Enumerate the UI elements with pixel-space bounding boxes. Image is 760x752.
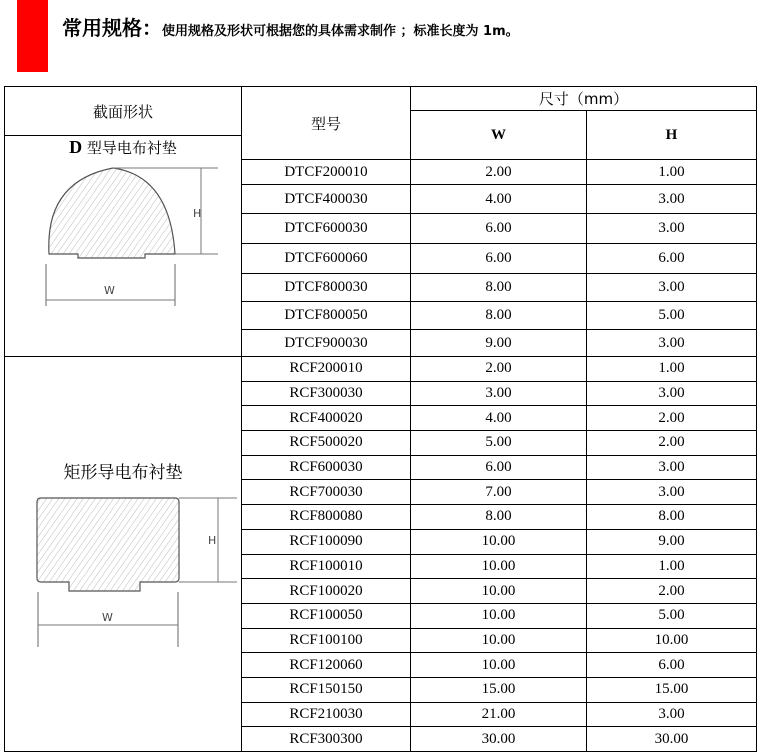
cell-w: 10.00 [411,628,587,653]
d-shape-icon [5,136,242,306]
cell-w: 3.00 [411,381,587,406]
page-heading [62,12,519,41]
cell-w: 10.00 [411,554,587,579]
heading-subtitle: 使用规格及形状可根据您的具体需求制作 ；标准长度为 1m。 [162,24,519,39]
cell-model: RCF120060 [242,653,411,678]
cell-h: 9.00 [587,529,757,554]
cell-model: DTCF600060 [242,244,411,274]
cell-model: RCF500020 [242,431,411,456]
cell-model: RCF800080 [242,505,411,530]
cell-w: 21.00 [411,702,587,727]
cell-h: 3.00 [587,274,757,302]
cell-model: RCF700030 [242,480,411,505]
col-header-model: 型号 [242,87,411,160]
cell-w: 10.00 [411,603,587,628]
cell-h: 2.00 [587,406,757,431]
cell-h: 30.00 [587,727,757,752]
cell-model: DTCF600030 [242,214,411,244]
table-row [5,160,757,185]
heading-title: 常用规格： [62,16,162,40]
cell-h: 3.00 [587,330,757,357]
cell-w: 2.00 [411,160,587,185]
cell-h: 10.00 [587,628,757,653]
cell-w: 7.00 [411,480,587,505]
cell-model: DTCF800050 [242,302,411,330]
cell-h: 6.00 [587,653,757,678]
cell-w: 9.00 [411,330,587,357]
cell-model: RCF210030 [242,702,411,727]
cell-h: 3.00 [587,455,757,480]
cell-model: DTCF200010 [242,160,411,185]
cell-model: RCF150150 [242,677,411,702]
cell-w: 8.00 [411,302,587,330]
cell-h: 15.00 [587,677,757,702]
cell-h: 5.00 [587,603,757,628]
cell-w: 10.00 [411,579,587,604]
cell-model: RCF300030 [242,381,411,406]
svg-text:H: H [193,206,202,220]
cell-w: 4.00 [411,185,587,214]
cell-model: RCF400020 [242,406,411,431]
cell-h: 1.00 [587,357,757,382]
cell-model: RCF100100 [242,628,411,653]
cell-h: 8.00 [587,505,757,530]
cell-h: 6.00 [587,244,757,274]
cell-h: 1.00 [587,160,757,185]
cell-w: 6.00 [411,455,587,480]
shape-diagram-cell [5,357,242,752]
cell-model: DTCF400030 [242,185,411,214]
cell-w: 2.00 [411,357,587,382]
svg-text:W: W [104,283,115,297]
cell-model: DTCF900030 [242,330,411,357]
cell-w: 5.00 [411,431,587,456]
header-row [5,87,757,111]
col-header-w: W [411,111,587,160]
shape-title-text: 型导电布衬垫 [86,139,177,158]
cell-h: 2.00 [587,579,757,604]
svg-text:H: H [208,534,217,547]
cell-h: 2.00 [587,431,757,456]
cell-h: 3.00 [587,214,757,244]
cell-w: 4.00 [411,406,587,431]
table-row [5,357,757,382]
svg-text:W: W [102,611,113,624]
col-header-shape: 截面形状 [5,87,242,136]
cell-h: 3.00 [587,185,757,214]
cell-model: RCF300300 [242,727,411,752]
cell-h: 3.00 [587,480,757,505]
spec-table [4,86,757,752]
accent-bar [17,0,48,72]
cell-w: 8.00 [411,274,587,302]
cell-h: 5.00 [587,302,757,330]
shape-title-text: 矩形导电布衬垫 [63,463,183,483]
cell-w: 15.00 [411,677,587,702]
cell-model: RCF100010 [242,554,411,579]
col-header-size: 尺寸（mm） [411,87,757,111]
cell-h: 1.00 [587,554,757,579]
cell-model: DTCF800030 [242,274,411,302]
rect-shape-icon [5,357,242,657]
cell-model: RCF100050 [242,603,411,628]
shape-title-prefix: D [69,137,83,158]
shape-diagram-cell [5,160,242,357]
cell-h: 3.00 [587,381,757,406]
cell-w: 6.00 [411,214,587,244]
col-header-h: H [587,111,757,160]
cell-h: 3.00 [587,702,757,727]
cell-w: 6.00 [411,244,587,274]
cell-w: 8.00 [411,505,587,530]
cell-w: 30.00 [411,727,587,752]
cell-model: RCF200010 [242,357,411,382]
cell-w: 10.00 [411,529,587,554]
cell-model: RCF600030 [242,455,411,480]
cell-model: RCF100090 [242,529,411,554]
cell-model: RCF100020 [242,579,411,604]
cell-w: 10.00 [411,653,587,678]
